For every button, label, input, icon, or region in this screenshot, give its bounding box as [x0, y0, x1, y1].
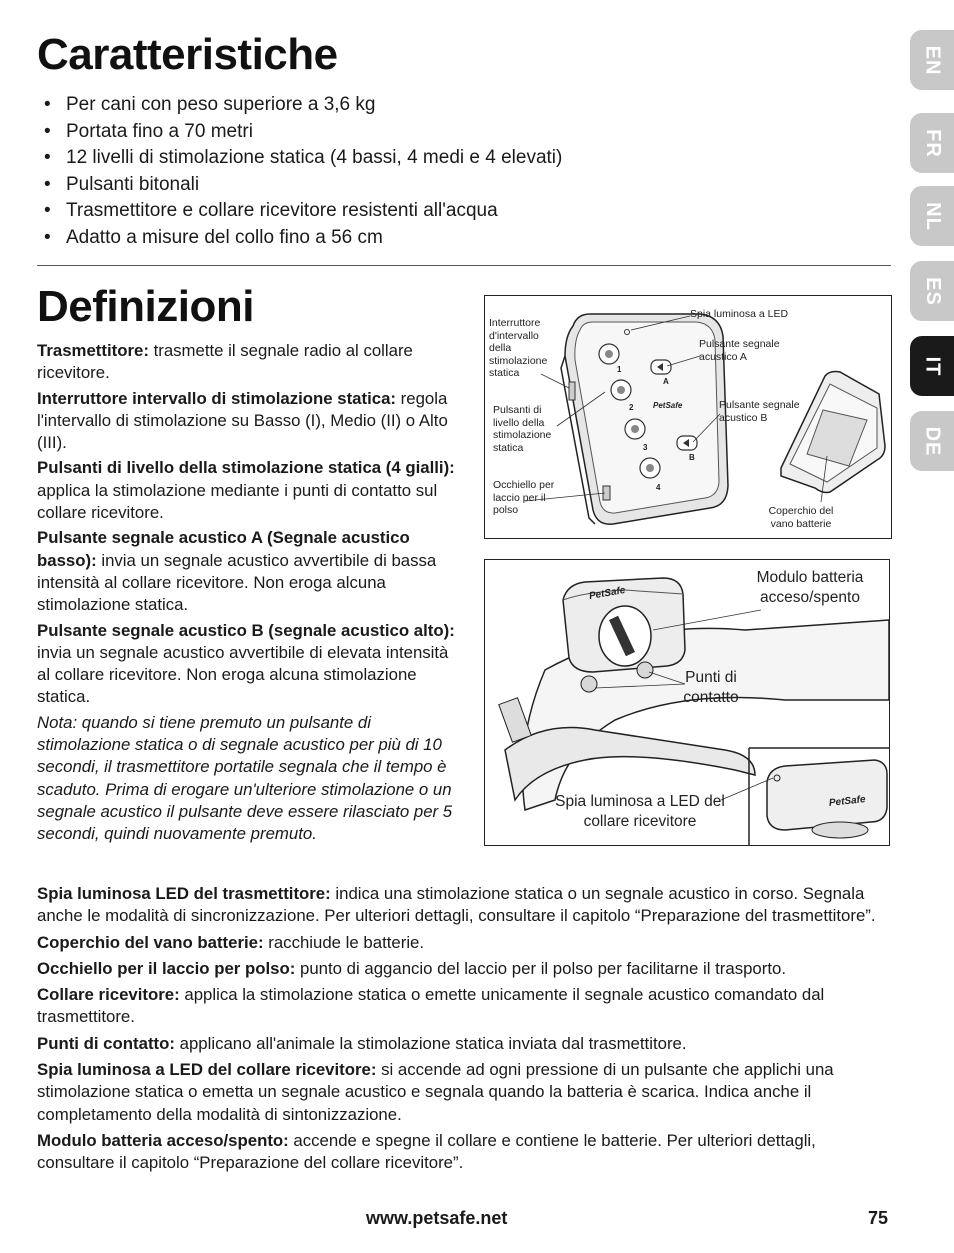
definition-text: si accende ad ogni pressione di un pulsante che applichi una stimolazione statica o emetta un segnale acustico e segnala quando la batteria è scarica. Indica anche il completamento della modalità di sintonizzazione. — [37, 1060, 834, 1124]
definition-term: Occhiello per il laccio per polso: — [37, 958, 296, 978]
features-list — [42, 92, 562, 252]
definition-text: racchiude le batterie. — [263, 932, 425, 952]
definition-text: applica la stimolazione statica o emette unicamente il segnale acustico comandato dal trasmettitore. — [37, 985, 825, 1027]
list-item: • 12 livelli di stimolazione statica (4 bassi, 4 medi e 4 elevati) — [42, 145, 562, 172]
battery-cover-label: Coperchio del vano batterie — [768, 505, 834, 530]
section-divider — [37, 265, 891, 266]
footer-url: www.petsafe.net — [366, 1208, 508, 1228]
definition-text: accende e spegne il collare e contiene le batterie. Per ulteriori dettagli, consultare il capitolo “Preparazione del collare ricevitore”. — [37, 1130, 816, 1173]
tab-it[interactable] — [910, 336, 954, 396]
definition-item — [37, 883, 897, 928]
tab-en[interactable] — [910, 30, 954, 90]
tab-fr[interactable] — [910, 113, 954, 173]
list-item: • Pulsanti bitonali — [42, 172, 562, 199]
level-buttons-label: Pulsanti di livello della stimolazione statica — [493, 404, 552, 454]
lanyard-eyelet-label: Occhiello per laccio per il polso — [493, 479, 555, 516]
definition-term: Punti di contatto: — [37, 1033, 175, 1053]
button-number: 4 — [656, 483, 661, 492]
button-number: 2 — [629, 403, 634, 412]
tab-label: EN — [921, 45, 944, 75]
tab-label: NL — [921, 201, 944, 231]
definition-term: Pulsante segnale acustico B (segnale acustico alto): — [37, 620, 455, 640]
collar-receiver-diagram — [484, 559, 890, 846]
list-item: • Portata fino a 70 metri — [42, 119, 562, 146]
brand-logo: PetSafe — [653, 401, 683, 410]
definition-text: invia un segnale acustico avvertibile di elevata intensità al collare ricevitore. Non eroga alcuna stimolazione statica. — [37, 642, 449, 707]
definition-text: punto di aggancio del laccio per il polso per facilitarne il trasporto. — [295, 958, 786, 978]
receiver-led-label: Spia luminosa a LED del collare ricevitore — [555, 793, 725, 830]
definition-term: Trasmettitore: — [37, 341, 149, 360]
tone-letter: B — [689, 453, 695, 462]
tab-label: ES — [921, 276, 944, 306]
tab-nl[interactable] — [910, 186, 954, 246]
definition-text: invia un segnale acustico avvertibile di bassa intensità al collare ricevitore. Non eroga alcuna stimolazione statica. — [37, 550, 437, 615]
definitions-title: Definizioni — [37, 282, 254, 331]
definition-item — [37, 1059, 897, 1126]
definition-item — [37, 620, 462, 709]
definition-item — [37, 340, 462, 385]
definition-text: indica una stimolazione statica o un segnale acustico in corso. Segnala anche le modalità di sincronizzazione. Per ulteriori dettagli, consultare il capitolo “Preparazione del trasmettitore”. — [37, 884, 876, 926]
definition-term: Modulo batteria acceso/spento: — [37, 1130, 289, 1150]
list-item: • Per cani con peso superiore a 3,6 kg — [42, 92, 562, 119]
definition-item — [37, 1130, 897, 1175]
list-item: • Adatto a misure del collo fino a 56 cm — [42, 225, 562, 252]
definition-term: Interruttore intervallo di stimolazione statica: — [37, 388, 397, 408]
definition-term: Spia luminosa LED del trasmettitore: — [37, 884, 331, 903]
contact-points-label: Punti di contatto — [683, 669, 739, 706]
definition-text: regola l'intervallo di stimolazione su Basso (I), Medio (II) o Alto (III). — [37, 388, 448, 453]
definition-term: Pulsanti di livello della stimolazione statica (4 gialli): — [37, 458, 455, 478]
timeout-note: Nota: quando si tiene premuto un pulsante di stimolazione statica o di segnale acustico per più di 10 secondi, il trasmettitore portatile segnala che il tempo è scaduto. Prima di erogare un'ulteriore stimolazione o un segnale acustico il pulsante deve essere rilasciato per 5 secondi, quindi nuovamente premuto. — [37, 712, 453, 844]
tab-label: FR — [921, 128, 944, 158]
definition-item — [37, 932, 897, 954]
definition-text: applica la stimolazione mediante i punti di contatto sul collare ricevitore. — [37, 480, 438, 523]
tone-a-label: Pulsante segnale acustico A — [699, 338, 780, 363]
transmitter-diagram — [484, 295, 892, 539]
button-number: 1 — [617, 365, 622, 374]
brand-logo: PetSafe — [828, 794, 867, 809]
tab-label: IT — [921, 356, 944, 376]
button-number: 3 — [643, 443, 648, 452]
tone-letter: A — [663, 377, 669, 386]
definition-term: Coperchio del vano batterie: — [37, 932, 264, 952]
definition-item — [37, 527, 462, 616]
range-switch-label: Interruttore d'intervallo della stimolazione statica — [489, 317, 548, 379]
tab-de[interactable] — [910, 411, 954, 471]
features-title: Caratteristiche — [37, 30, 338, 79]
definition-term: Spia luminosa a LED del collare ricevitore: — [37, 1060, 377, 1080]
tab-es[interactable] — [910, 261, 954, 321]
definitions-left-column — [37, 340, 462, 849]
led-label: Spia luminosa a LED — [690, 308, 789, 320]
tab-label: DE — [921, 426, 944, 456]
page-number: 75 — [868, 1208, 889, 1228]
definition-term: Collare ricevitore: — [37, 985, 180, 1005]
definition-item — [37, 984, 897, 1029]
definition-text: trasmette il segnale radio al collare ricevitore. — [37, 341, 413, 383]
definitions-bottom — [37, 883, 897, 1179]
tone-b-label: Pulsante segnale acustico B — [719, 399, 800, 424]
definition-item — [37, 1033, 897, 1055]
definition-item — [37, 388, 462, 455]
definition-term: Pulsante segnale acustico A (Segnale acustico basso): — [37, 528, 410, 570]
brand-logo: PetSafe — [588, 584, 627, 603]
definition-item — [37, 958, 897, 980]
definition-text: applicano all'animale la stimolazione statica inviata dal trasmettitore. — [174, 1033, 687, 1053]
list-item: • Trasmettitore e collare ricevitore resistenti all'acqua — [42, 198, 562, 225]
battery-module-label: Modulo batteria acceso/spento — [756, 569, 864, 606]
definition-item — [37, 457, 462, 524]
